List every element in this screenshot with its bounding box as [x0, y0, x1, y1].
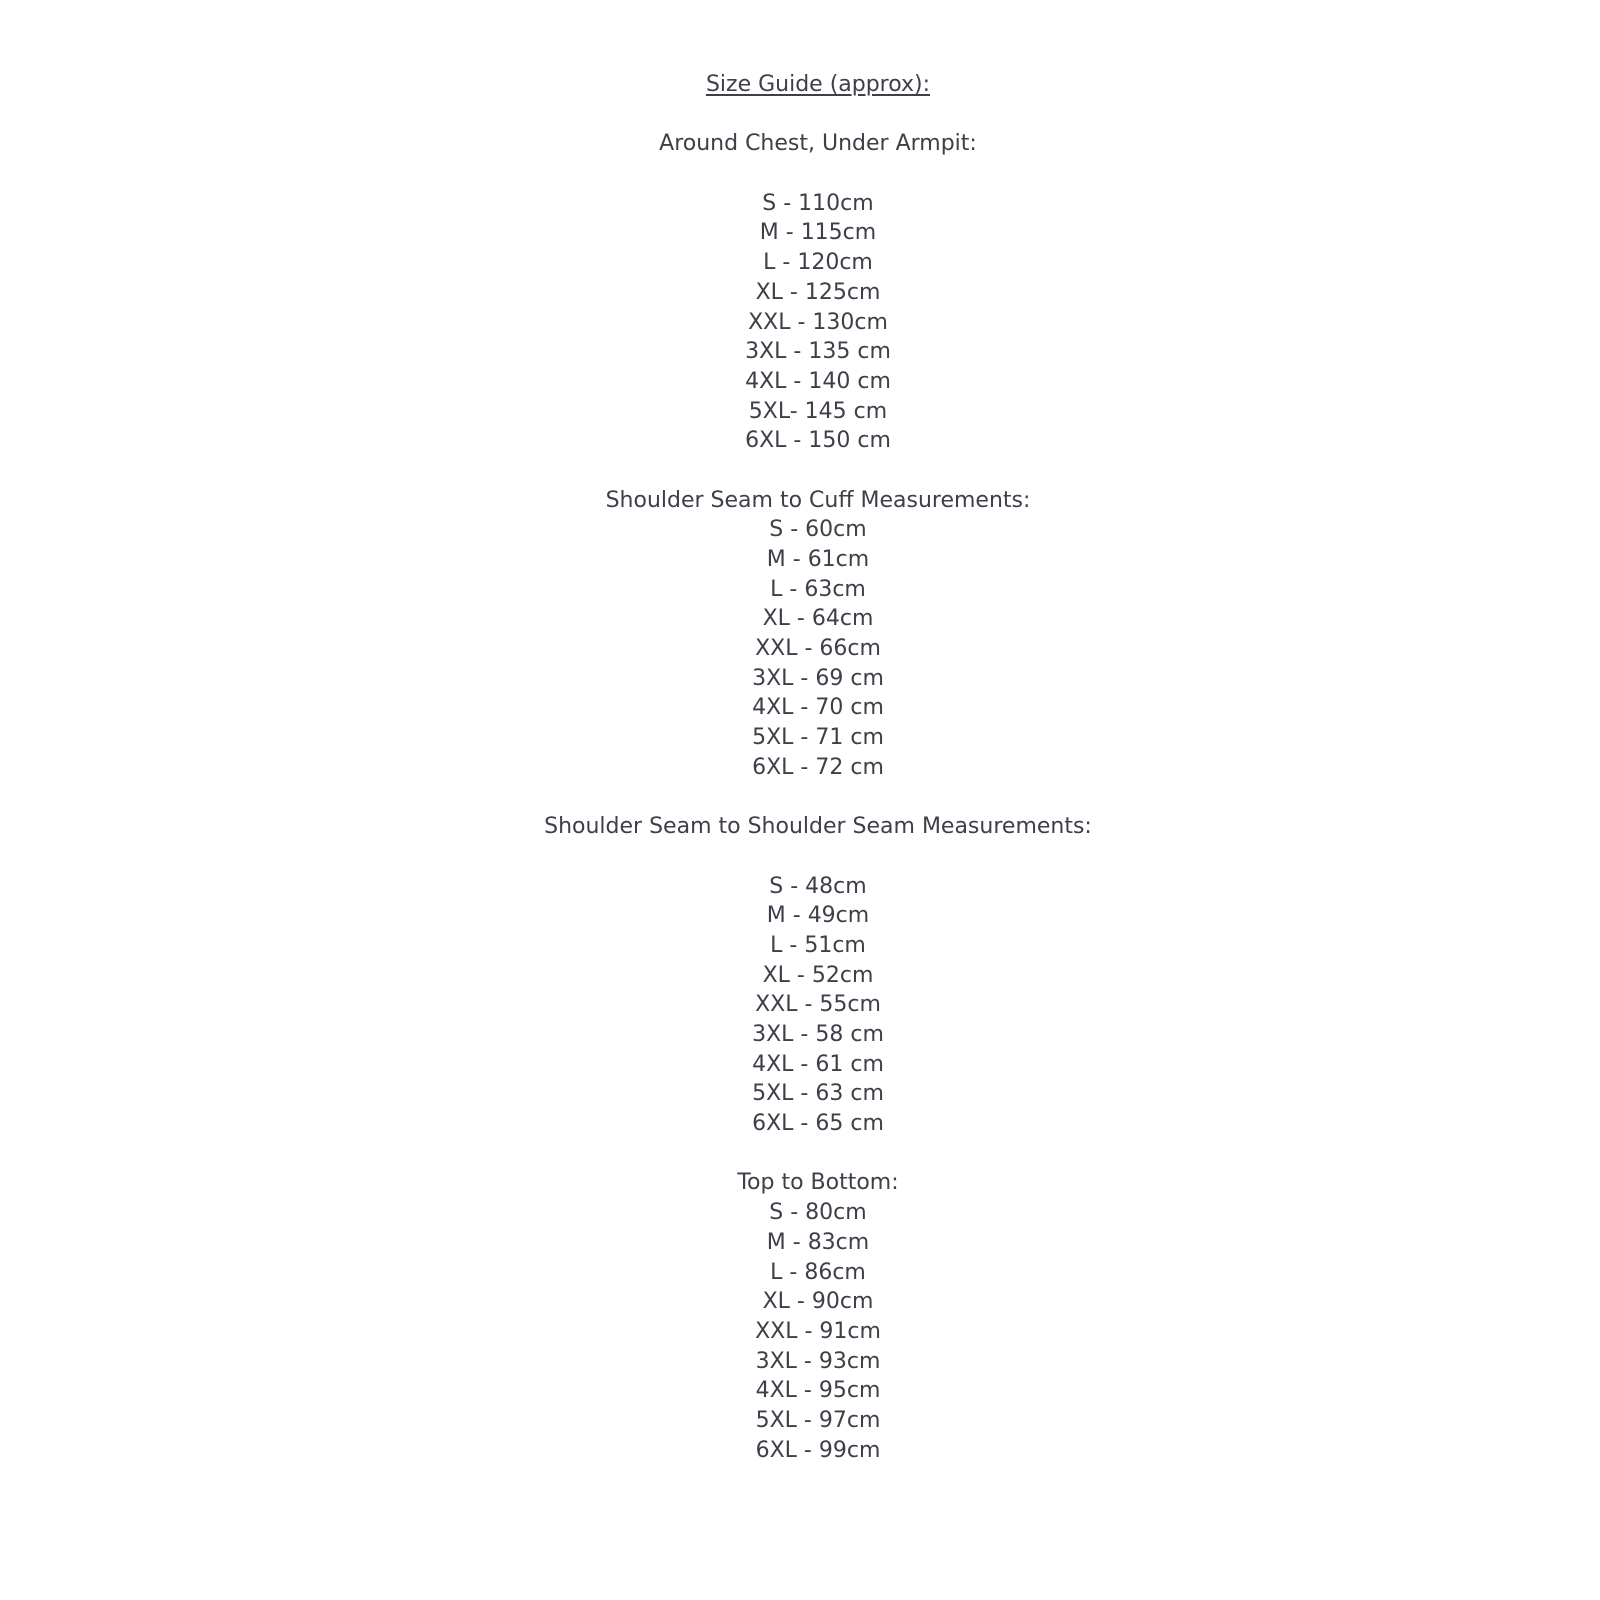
size-line-cuff-6xl: 6XL - 72 cm [752, 754, 884, 780]
section-heading-seam-to-cuff: Shoulder Seam to Cuff Measurements: [605, 487, 1031, 513]
size-line-seam-xxl: XXL - 55cm [755, 992, 881, 1018]
size-line-length-s: S - 80cm [769, 1200, 867, 1226]
size-line-cuff-4xl: 4XL - 70 cm [752, 695, 884, 721]
size-line-length-l: L - 86cm [770, 1259, 866, 1285]
size-line-chest-m: M - 115cm [759, 220, 877, 246]
size-line-cuff-xxl: XXL - 66cm [755, 636, 881, 662]
size-line-cuff-5xl: 5XL - 71 cm [752, 725, 884, 751]
size-line-seam-l: L - 51cm [770, 932, 866, 958]
section-heading-around-chest: Around Chest, Under Armpit: [659, 131, 977, 157]
size-line-chest-l: L - 120cm [763, 250, 873, 276]
size-line-seam-4xl: 4XL - 61 cm [752, 1051, 884, 1077]
size-line-length-xxl: XXL - 91cm [755, 1318, 881, 1344]
size-line-length-m: M - 83cm [766, 1229, 870, 1255]
size-line-cuff-l: L - 63cm [770, 576, 866, 602]
section-heading-seam-to-seam: Shoulder Seam to Shoulder Seam Measurements: [544, 814, 1092, 840]
size-line-cuff-3xl: 3XL - 69 cm [752, 665, 884, 691]
size-line-seam-5xl: 5XL - 63 cm [752, 1081, 884, 1107]
size-line-seam-m: M - 49cm [766, 903, 870, 929]
spacer [36, 100, 1600, 130]
size-line-length-xl: XL - 90cm [762, 1289, 874, 1315]
section-heading-top-to-bottom: Top to Bottom: [737, 1170, 899, 1196]
size-line-length-4xl: 4XL - 95cm [755, 1378, 881, 1404]
size-line-seam-s: S - 48cm [769, 873, 867, 899]
spacer [36, 842, 1600, 872]
spacer [36, 159, 1600, 189]
spacer [36, 1139, 1600, 1169]
size-line-length-3xl: 3XL - 93cm [755, 1348, 881, 1374]
size-line-chest-4xl: 4XL - 140 cm [745, 368, 891, 394]
size-line-cuff-s: S - 60cm [769, 517, 867, 543]
size-line-chest-6xl: 6XL - 150 cm [745, 428, 891, 454]
size-line-length-5xl: 5XL - 97cm [755, 1407, 881, 1433]
size-line-cuff-xl: XL - 64cm [762, 606, 874, 632]
size-line-chest-3xl: 3XL - 135 cm [745, 339, 891, 365]
size-line-chest-xxl: XXL - 130cm [748, 309, 888, 335]
size-line-seam-xl: XL - 52cm [762, 962, 874, 988]
size-line-chest-xl: XL - 125cm [755, 279, 881, 305]
size-line-seam-6xl: 6XL - 65 cm [752, 1111, 884, 1137]
spacer [36, 456, 1600, 486]
spacer [36, 783, 1600, 813]
page-title: Size Guide (approx): [705, 72, 931, 97]
size-line-cuff-m: M - 61cm [766, 547, 870, 572]
size-line-chest-s: S - 110cm [762, 190, 874, 216]
size-line-length-6xl: 6XL - 99cm [755, 1437, 881, 1463]
size-line-chest-5xl: 5XL- 145 cm [748, 398, 888, 424]
size-line-seam-3xl: 3XL - 58 cm [752, 1022, 884, 1047]
